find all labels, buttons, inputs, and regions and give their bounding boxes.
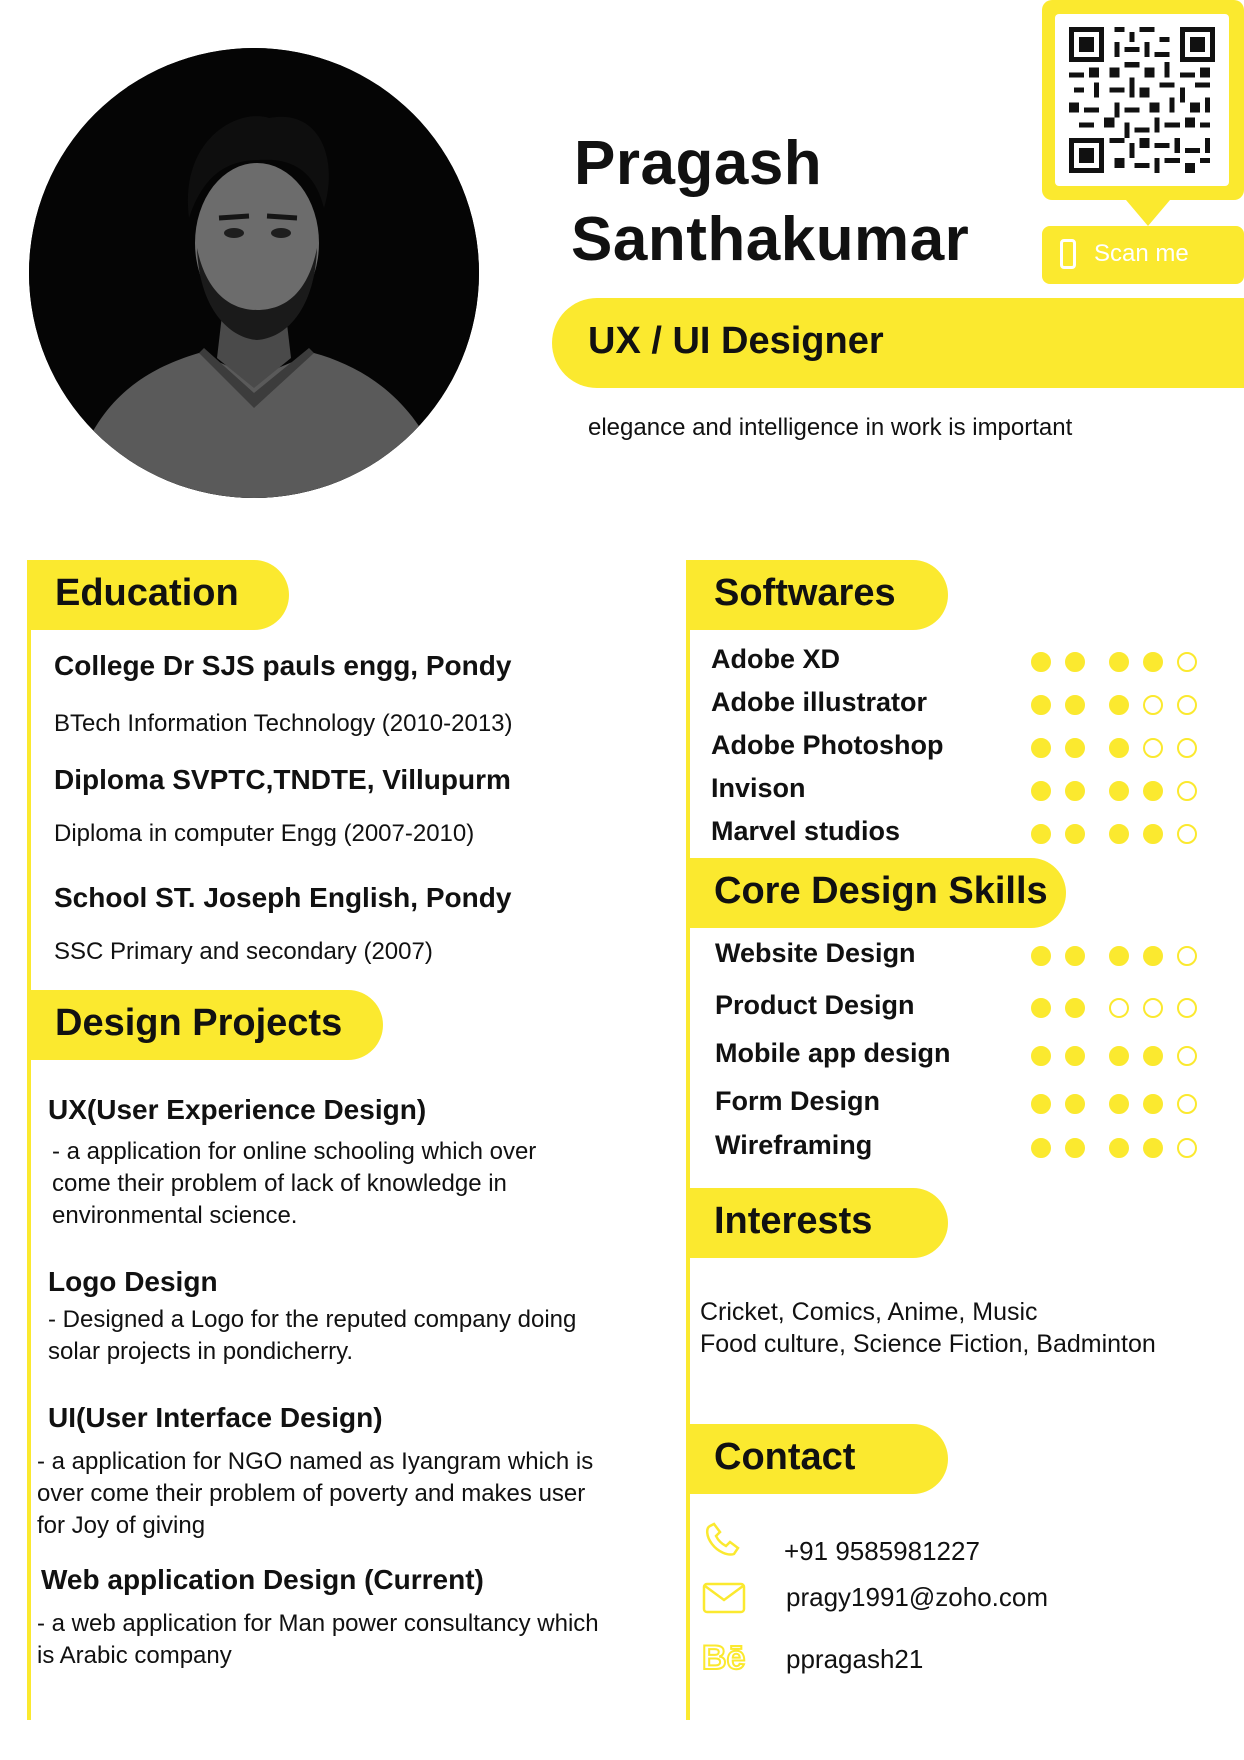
project-line: for Joy of giving <box>37 1512 206 1539</box>
project-title: Web application Design (Current) <box>41 1564 484 1595</box>
rating-dot-filled <box>1109 652 1129 672</box>
project-description <box>37 1608 599 1672</box>
software-rating <box>1031 695 1197 715</box>
software-label: Invison <box>711 773 806 803</box>
rating-dot-filled <box>1065 946 1085 966</box>
rating-dot-empty <box>1109 998 1129 1018</box>
phone-icon <box>1060 239 1076 269</box>
education-detail: Diploma in computer Engg (2007-2010) <box>54 820 475 847</box>
rating-dot-filled <box>1031 998 1051 1018</box>
project-description <box>48 1304 576 1368</box>
skill-rating <box>1031 946 1197 966</box>
education-title: College Dr SJS pauls engg, Pondy <box>54 650 512 681</box>
projects-heading <box>27 990 383 1060</box>
rating-dot-filled <box>1143 652 1163 672</box>
contact-email[interactable]: pragy1991@zoho.com <box>786 1582 1048 1612</box>
rating-dot-filled <box>1143 824 1163 844</box>
rating-dot-filled <box>1031 695 1051 715</box>
software-label: Adobe XD <box>711 644 841 674</box>
rating-dot-empty <box>1177 1094 1197 1114</box>
rating-dot-filled <box>1065 1046 1085 1066</box>
skills-heading <box>686 858 1066 928</box>
rating-dot-filled <box>1065 1094 1085 1114</box>
contact-phone[interactable]: +91 9585981227 <box>784 1536 980 1566</box>
rating-dot-filled <box>1065 1138 1085 1158</box>
qr-code-panel[interactable] <box>1042 0 1244 200</box>
skill-label: Wireframing <box>715 1130 873 1160</box>
rating-dot-filled <box>1143 946 1163 966</box>
software-rating <box>1031 738 1197 758</box>
skill-label: Form Design <box>715 1086 881 1116</box>
rating-dot-filled <box>1109 1138 1129 1158</box>
contact-heading-text: Contact <box>714 1436 856 1478</box>
name-last: Santhakumar <box>571 205 970 274</box>
project-line: - a application for NGO named as Iyangram which is <box>37 1448 594 1475</box>
rating-dot-empty <box>1143 998 1163 1018</box>
project-description <box>37 1446 593 1542</box>
project-line: environmental science. <box>52 1202 298 1229</box>
contact-heading <box>686 1424 948 1494</box>
rating-dot-empty <box>1177 652 1197 672</box>
behance-icon: Bē <box>702 1639 746 1677</box>
qr-code <box>1055 14 1229 186</box>
left-column-rule <box>27 560 31 1720</box>
education-title: School ST. Joseph English, Pondy <box>54 882 512 913</box>
interests-text <box>700 1296 1156 1360</box>
interests-heading <box>686 1188 948 1258</box>
project-line: is Arabic company <box>37 1642 232 1669</box>
project-line: solar projects in pondicherry. <box>48 1338 354 1365</box>
rating-dot-filled <box>1031 824 1051 844</box>
rating-dot-filled <box>1031 1138 1051 1158</box>
rating-dot-filled <box>1031 652 1051 672</box>
job-title: UX / UI Designer <box>588 320 884 362</box>
education-detail: SSC Primary and secondary (2007) <box>54 938 433 965</box>
rating-dot-filled <box>1109 1094 1129 1114</box>
skill-label: Mobile app design <box>715 1038 951 1068</box>
rating-dot-filled <box>1109 946 1129 966</box>
project-line: come their problem of lack of knowledge in <box>52 1170 507 1197</box>
software-rating <box>1031 824 1197 844</box>
contact-behance[interactable]: ppragash21 <box>786 1644 924 1674</box>
rating-dot-filled <box>1031 738 1051 758</box>
software-label: Marvel studios <box>711 816 901 846</box>
rating-dot-empty <box>1177 998 1197 1018</box>
rating-dot-empty <box>1177 824 1197 844</box>
rating-dot-filled <box>1031 1046 1051 1066</box>
software-rating <box>1031 652 1197 672</box>
skill-rating <box>1031 998 1197 1018</box>
interests-line: Cricket, Comics, Anime, Music <box>700 1298 1038 1326</box>
rating-dot-filled <box>1143 1094 1163 1114</box>
phone-icon <box>702 1522 746 1562</box>
skill-label: Product Design <box>715 990 915 1020</box>
rating-dot-filled <box>1143 1138 1163 1158</box>
projects-heading-text: Design Projects <box>55 1002 343 1044</box>
interests-heading-text: Interests <box>714 1200 873 1242</box>
project-line: over come their problem of poverty and makes user <box>37 1480 586 1507</box>
rating-dot-filled <box>1143 1046 1163 1066</box>
project-description <box>52 1136 536 1232</box>
scan-me-badge[interactable] <box>1042 226 1244 284</box>
skill-rating <box>1031 1138 1197 1158</box>
profile-photo <box>29 48 479 498</box>
skill-rating <box>1031 1094 1197 1114</box>
rating-dot-empty <box>1177 781 1197 801</box>
rating-dot-filled <box>1109 695 1129 715</box>
qr-pointer <box>1126 200 1170 226</box>
rating-dot-filled <box>1109 1046 1129 1066</box>
skills-heading-text: Core Design Skills <box>714 870 1048 912</box>
rating-dot-filled <box>1031 946 1051 966</box>
education-heading-text: Education <box>55 572 239 614</box>
right-column-rule <box>686 560 690 1720</box>
rating-dot-filled <box>1109 824 1129 844</box>
project-line: - a web application for Man power consultancy which <box>37 1610 599 1637</box>
mail-icon <box>702 1580 746 1620</box>
interests-line: Food culture, Science Fiction, Badminton <box>700 1330 1156 1358</box>
rating-dot-empty <box>1177 695 1197 715</box>
rating-dot-filled <box>1109 781 1129 801</box>
rating-dot-filled <box>1065 781 1085 801</box>
project-title: Logo Design <box>48 1266 218 1297</box>
project-title: UI(User Interface Design) <box>48 1402 383 1433</box>
project-title: UX(User Experience Design) <box>48 1094 427 1125</box>
rating-dot-empty <box>1143 695 1163 715</box>
rating-dot-filled <box>1031 781 1051 801</box>
rating-dot-empty <box>1177 946 1197 966</box>
rating-dot-empty <box>1177 738 1197 758</box>
qr-code-icon <box>1069 27 1215 173</box>
software-label: Adobe Photoshop <box>711 730 944 760</box>
tagline: elegance and intelligence in work is important <box>588 414 1073 441</box>
rating-dot-filled <box>1031 1094 1051 1114</box>
rating-dot-filled <box>1065 695 1085 715</box>
education-detail: BTech Information Technology (2010-2013) <box>54 710 513 737</box>
rating-dot-filled <box>1065 998 1085 1018</box>
skill-rating <box>1031 1046 1197 1066</box>
education-heading <box>27 560 289 630</box>
rating-dot-filled <box>1065 652 1085 672</box>
project-line: - Designed a Logo for the reputed company doing <box>48 1306 577 1333</box>
rating-dot-empty <box>1177 1046 1197 1066</box>
education-title: Diploma SVPTC,TNDTE, Villupurm <box>54 764 511 795</box>
rating-dot-filled <box>1065 738 1085 758</box>
rating-dot-empty <box>1177 1138 1197 1158</box>
name-first: Pragash <box>574 129 823 198</box>
software-rating <box>1031 781 1197 801</box>
softwares-heading <box>686 560 948 630</box>
softwares-heading-text: Softwares <box>714 572 896 614</box>
scan-me-label: Scan me <box>1094 240 1189 267</box>
job-title-banner <box>552 298 1244 388</box>
rating-dot-filled <box>1109 738 1129 758</box>
software-label: Adobe illustrator <box>711 687 928 717</box>
rating-dot-filled <box>1065 824 1085 844</box>
rating-dot-filled <box>1143 781 1163 801</box>
skill-label: Website Design <box>715 938 916 968</box>
project-line: - a application for online schooling which over <box>52 1138 537 1165</box>
rating-dot-empty <box>1143 738 1163 758</box>
